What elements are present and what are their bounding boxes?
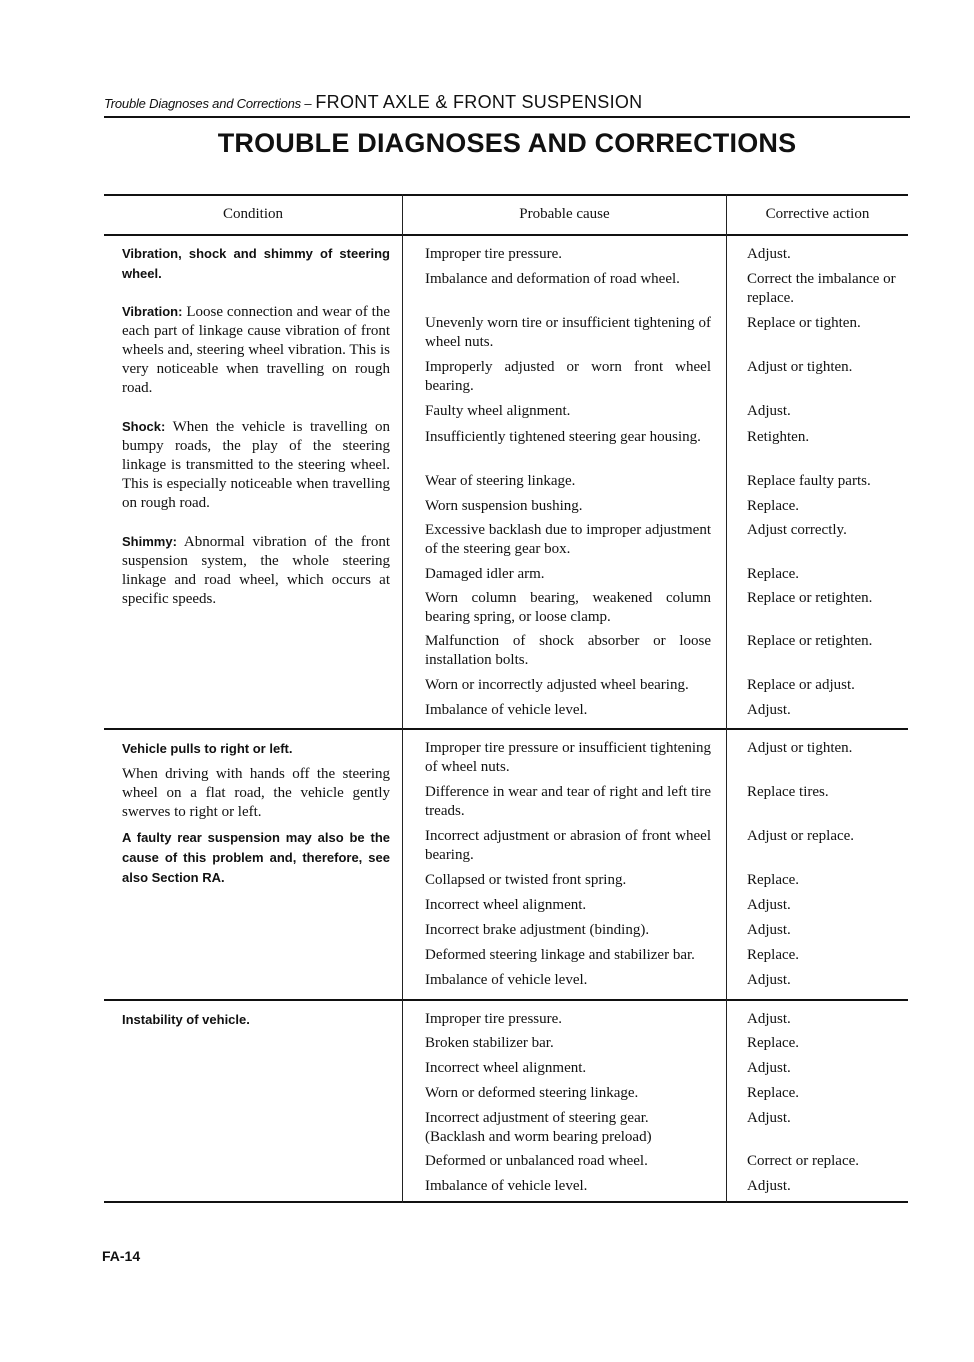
cause-item: Worn or deformed steering linkage. <box>425 1085 639 1101</box>
cause-item: Incorrect adjustment or abrasion of front wheel bearing. <box>425 828 711 863</box>
cause-item: Improper tire pressure or insufficient tightening of wheel nuts. <box>425 740 711 775</box>
condition-text: When driving with hands off the steering wheel on a flat road, the vehicle gently swerves to right or left. <box>122 766 390 820</box>
action-item: Adjust or tighten. <box>747 359 853 375</box>
condition-paragraph <box>122 828 390 888</box>
condition-label: Shock: <box>122 419 166 434</box>
running-header-section: Trouble Diagnoses and Corrections – <box>104 96 312 111</box>
cause-item: Improperly adjusted or worn front wheel bearing. <box>425 359 711 394</box>
condition-paragraph <box>122 532 390 609</box>
action-item: Correct or replace. <box>747 1153 860 1169</box>
condition-label: Vibration, shock and shimmy of steering wheel. <box>122 246 390 281</box>
cause-item: Worn suspension bushing. <box>425 498 583 514</box>
condition-heading <box>122 244 390 284</box>
condition-label: Shimmy: <box>122 534 177 549</box>
cause-item: Deformed or unbalanced road wheel. <box>425 1153 648 1169</box>
action-item: Adjust. <box>747 1110 791 1126</box>
condition-label: Vibration: <box>122 304 183 319</box>
condition-paragraph <box>122 765 390 822</box>
action-item: Adjust. <box>747 897 791 913</box>
action-item: Correct the imbalance or replace. <box>747 271 896 306</box>
cause-item: Deformed steering linkage and stabilizer bar. <box>425 947 695 963</box>
action-item: Adjust or replace. <box>747 828 855 844</box>
cause-item: Faulty wheel alignment. <box>425 403 571 419</box>
condition-group-2 <box>122 739 390 888</box>
condition-paragraph <box>122 417 390 513</box>
cause-item: Incorrect wheel alignment. <box>425 1060 587 1076</box>
cause-item: Difference in wear and tear of right and left tire treads. <box>425 784 711 819</box>
condition-label: Vehicle pulls to right or left. <box>122 741 293 756</box>
condition-group-1 <box>122 244 390 609</box>
cause-item: Broken stabilizer bar. <box>425 1035 554 1051</box>
condition-text: Abnormal vibration of the front suspension system, the whole steering linkage and road wheel, which occurs at specific speeds. <box>122 534 390 607</box>
page-title: TROUBLE DIAGNOSES AND CORRECTIONS <box>217 128 797 158</box>
condition-heading <box>122 1010 390 1030</box>
table-bottom-rule <box>104 1201 908 1203</box>
action-item: Replace. <box>747 947 800 963</box>
table-top-rule <box>104 194 908 196</box>
action-item: Replace. <box>747 498 800 514</box>
action-item: Replace or retighten. <box>747 590 873 606</box>
column-header-corrective-action: Corrective action <box>765 206 870 222</box>
cause-item: Imbalance and deformation of road wheel. <box>425 271 680 287</box>
condition-label: A faulty rear suspension may also be the cause of this problem and, therefore, see also Section RA. <box>122 830 390 885</box>
page-number: FA-14 <box>102 1248 141 1264</box>
action-item: Adjust. <box>747 1011 791 1027</box>
column-divider-1 <box>402 194 403 1203</box>
action-item: Adjust. <box>747 246 791 262</box>
cause-item: Improper tire pressure. <box>425 246 563 262</box>
condition-paragraph <box>122 302 390 398</box>
cause-item: Unevenly worn tire or insufficient tightening of wheel nuts. <box>425 315 711 350</box>
action-item: Adjust. <box>747 1178 791 1194</box>
cause-item: Improper tire pressure. <box>425 1011 563 1027</box>
action-item: Replace. <box>747 1035 800 1051</box>
cause-item: Worn column bearing, weakened column bearing spring, or loose clamp. <box>425 590 711 625</box>
running-header-chapter: FRONT AXLE & FRONT SUSPENSION <box>315 92 643 112</box>
action-item: Replace or adjust. <box>747 677 855 693</box>
cause-item: Collapsed or twisted front spring. <box>425 872 627 888</box>
action-item: Retighten. <box>747 429 810 445</box>
condition-text: Loose connection and wear of the each part of linkage cause vibration of front wheels and, steering wheel vibration. This is very noticeable when travelling on rough road. <box>122 304 390 396</box>
cause-item: Incorrect wheel alignment. <box>425 897 587 913</box>
condition-text: When the vehicle is travelling on bumpy roads, the play of the steering linkage is transmitted to the steering wheel. This is especially noticeable when travelling on rough road. <box>122 419 390 511</box>
running-header <box>104 92 910 116</box>
cause-item: Imbalance of vehicle level. <box>425 1178 588 1194</box>
action-item: Replace. <box>747 566 800 582</box>
column-header-condition: Condition <box>222 206 283 222</box>
column-header-probable-cause: Probable cause <box>519 206 610 222</box>
action-item: Adjust. <box>747 1060 791 1076</box>
action-item: Replace or retighten. <box>747 633 873 649</box>
cause-item: Imbalance of vehicle level. <box>425 702 588 718</box>
cause-item: Insufficiently tightened steering gear housing. <box>425 429 701 445</box>
action-item: Replace faulty parts. <box>747 473 871 489</box>
condition-heading <box>122 739 390 759</box>
condition-group-3 <box>122 1010 390 1030</box>
cause-item: Malfunction of shock absorber or loose installation bolts. <box>425 633 711 668</box>
action-item: Replace tires. <box>747 784 829 800</box>
header-bottom-rule <box>104 234 908 236</box>
header-rule <box>104 116 910 118</box>
cause-item: Damaged idler arm. <box>425 566 545 582</box>
action-item: Adjust. <box>747 922 791 938</box>
cause-item: Incorrect brake adjustment (binding). <box>425 922 650 938</box>
column-divider-2 <box>726 194 727 1203</box>
cause-item: Wear of steering linkage. <box>425 473 576 489</box>
action-item: Adjust. <box>747 972 791 988</box>
action-item: Adjust or tighten. <box>747 740 853 756</box>
cause-item: Excessive backlash due to improper adjustment of the steering gear box. <box>425 522 711 557</box>
group-2-bottom-rule <box>104 999 908 1001</box>
cause-item: Worn or incorrectly adjusted wheel bearing. <box>425 677 689 693</box>
action-item: Replace. <box>747 1085 800 1101</box>
cause-item: Imbalance of vehicle level. <box>425 972 588 988</box>
cause-item: Incorrect adjustment of steering gear. (Backlash and worm bearing preload) <box>425 1110 652 1145</box>
condition-label: Instability of vehicle. <box>122 1012 250 1027</box>
action-item: Adjust correctly. <box>747 522 847 538</box>
action-item: Replace. <box>747 872 800 888</box>
group-1-bottom-rule <box>104 728 908 730</box>
action-item: Replace or tighten. <box>747 315 861 331</box>
action-item: Adjust. <box>747 403 791 419</box>
action-item: Adjust. <box>747 702 791 718</box>
